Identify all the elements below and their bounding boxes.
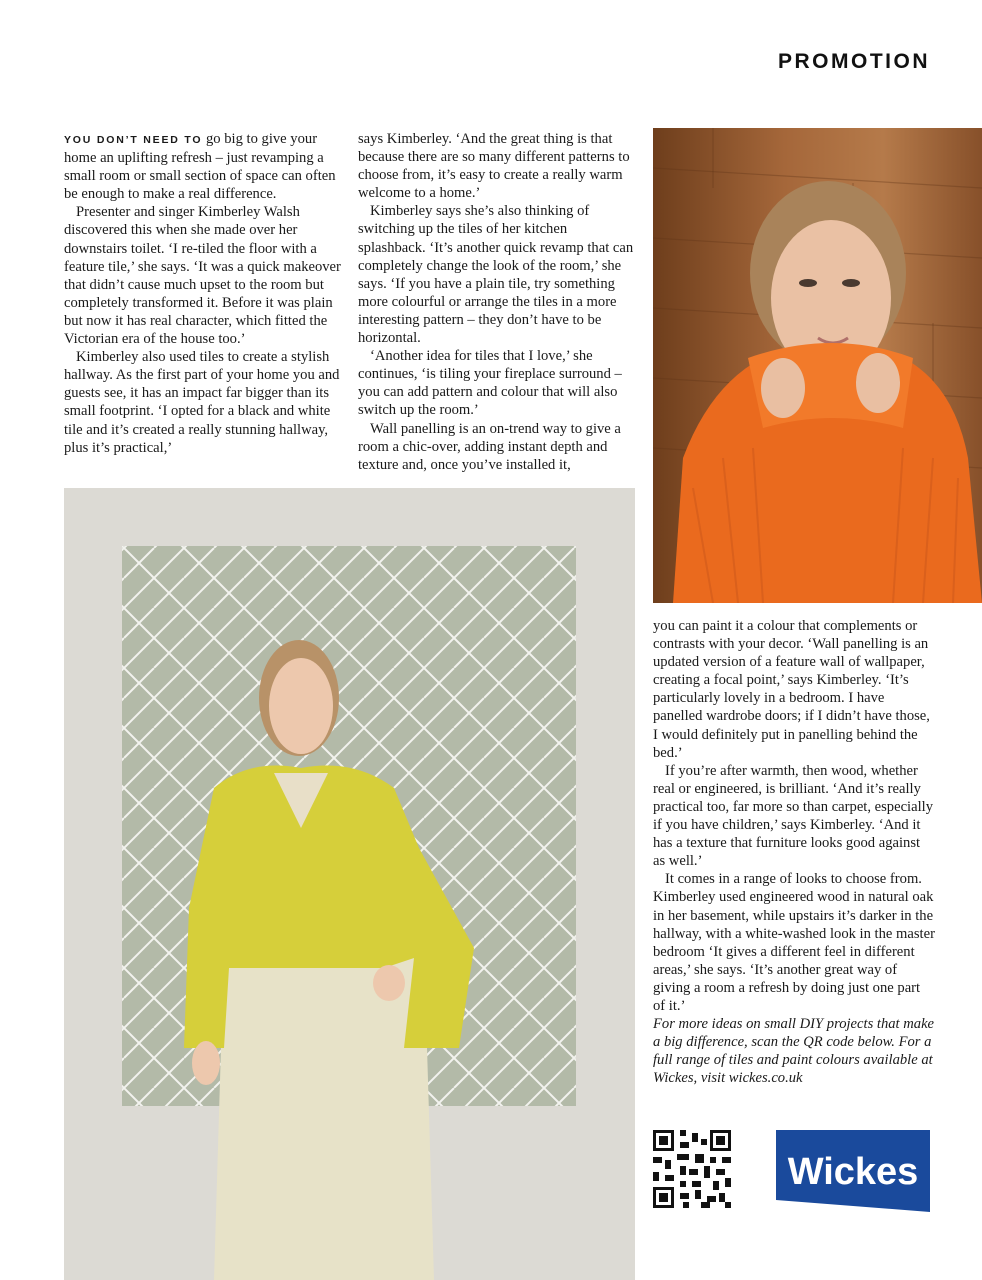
paragraph-text: go big to give your home an uplifting refresh – just revamping a small room or small section of space can often be enough to make a real difference.	[64, 131, 336, 203]
paragraph: Presenter and singer Kimberley Walsh discovered this when she made over her downstairs toilet. ‘I re-tiled the floor with a feature tile,’ she says. ‘It was a quick makeover that didn’t cause much upset to the room but completely transformed it. Before it was plain but now it has real character, which fitted the Victorian era of the house too.’	[64, 204, 341, 348]
paragraph: Kimberley says she’s also thinking of switching up the tiles of her kitchen splashback. ‘It’s another quick revamp that can completely change the look of the room,’ she says. ‘If you have a plain tile, try something more colourful or arrange the tiles in a more interesting pattern – they don’t have to be horizontal.	[358, 203, 634, 347]
paragraph	[64, 130, 344, 203]
photo-orange-sweater	[653, 128, 982, 603]
paragraph: you can paint it a colour that complements or contrasts with your decor. ‘Wall panelling is an updated version of a feature wall of wallpaper, creating a focal point,’ says Kimberley. ‘It’s particularly lovely in a bedroom. I have panelled wardrobe doors; if I didn’t have those, I would definitely put in panelling behind the bed.’	[653, 618, 930, 761]
section-label: PROMOTION	[778, 50, 930, 73]
lead-in: YOU DON’T NEED TO	[64, 134, 203, 146]
paragraph: Wall panelling is an on-trend way to give a room a chic-over, adding instant depth and texture and, once you’ve installed it,	[358, 420, 621, 473]
wickes-logo[interactable]	[776, 1130, 930, 1212]
paragraph: It comes in a range of looks to choose from. Kimberley used engineered wood in natural oak in her basement, while upstairs it’s darker in the hallway, with a white-washed look in the master bedroom ‘It gives a different feel in different areas,’ she says. ‘It’s another great way of giving a room a refresh by doing just one part of it.’	[653, 871, 935, 1014]
paragraph: says Kimberley. ‘And the great thing is that because there are so many different patterns to choose from, it’s easy to create a really warm welcome to a home.’	[358, 131, 630, 202]
paragraph: If you’re after warmth, then wood, whether real or engineered, is brilliant. ‘And it’s really practical too, far more so than carpet, especially if you have children,’ says Kimberley. ‘And it has a texture that furniture looks good against as well.’	[653, 762, 933, 870]
article-column-2	[358, 130, 638, 474]
qr-code-icon[interactable]	[653, 1130, 731, 1208]
article-column-1	[64, 130, 344, 457]
photo-yellow-shirt	[64, 488, 635, 1280]
article-column-3	[653, 617, 935, 1087]
footnote: For more ideas on small DIY projects that make a big difference, scan the QR code below. For a full range of tiles and paint colours available at Wickes, visit wickes.co.uk	[653, 1016, 935, 1087]
paragraph: ‘Another idea for tiles that I love,’ she continues, ‘is tiling your fireplace surround – you can add pattern and colour that will also switch up the room.’	[358, 348, 622, 419]
logo-text: Wickes	[787, 1151, 919, 1193]
paragraph: Kimberley also used tiles to create a stylish hallway. As the first part of your home you and guests see, it has an impact far bigger than its small footprint. ‘I opted for a black and white tile and it’s created a really stunning hallway, plus it’s practical,’	[64, 349, 340, 456]
